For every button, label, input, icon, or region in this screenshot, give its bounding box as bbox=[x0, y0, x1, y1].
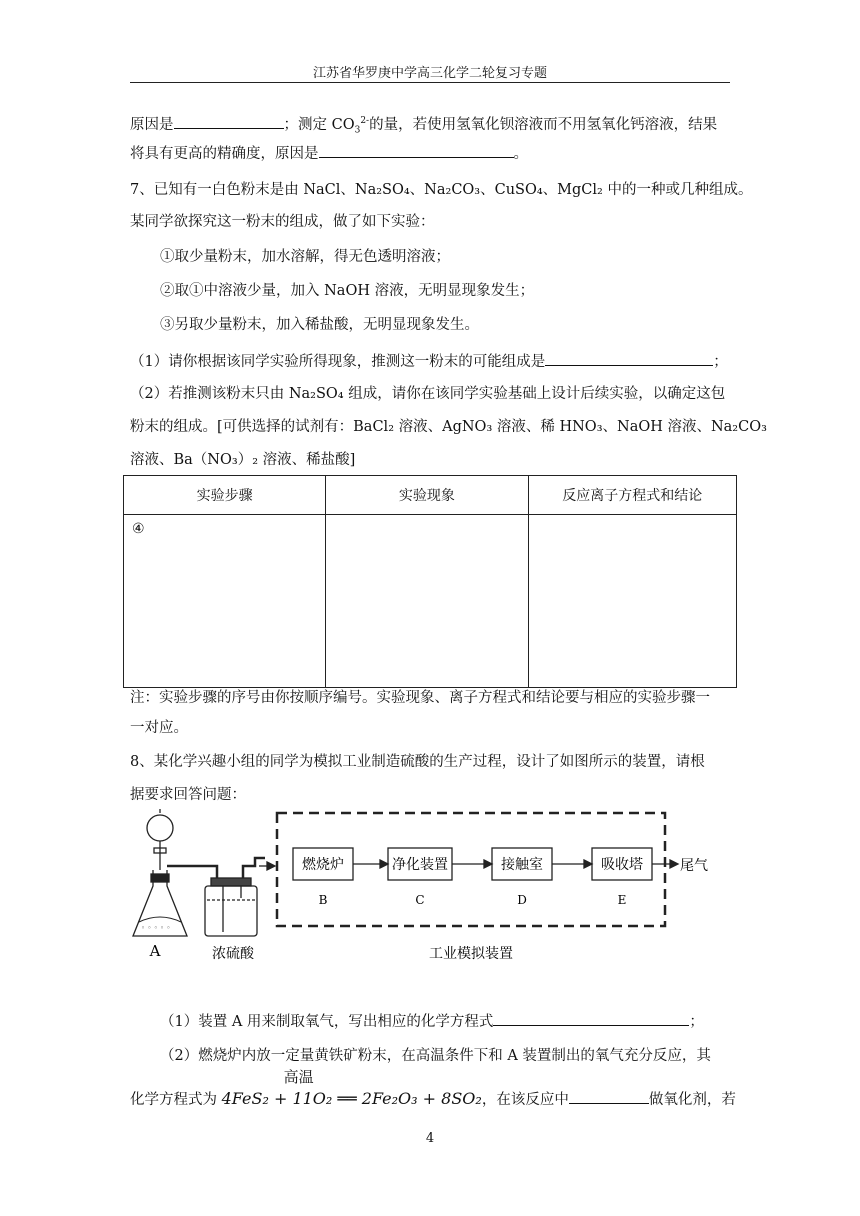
q7-step-1: ①取少量粉末，加水溶解，得无色透明溶液； bbox=[160, 249, 450, 265]
box-furnace: 燃烧炉 bbox=[302, 857, 344, 873]
q7-part-2-line-3: 溶液、Ba（NO₃）₂ 溶液、稀盐酸] bbox=[130, 452, 356, 468]
letter-e: E bbox=[617, 893, 627, 907]
text: 将具有更高的精确度，原因是 bbox=[130, 146, 319, 162]
svg-text:◦ ◦ ◦ ◦ ◦: ◦ ◦ ◦ ◦ ◦ bbox=[141, 924, 171, 932]
text: ，在该反应中 bbox=[481, 1092, 569, 1108]
text: ； bbox=[689, 1014, 704, 1030]
q7-step-2: ②取①中溶液少量，加入 NaOH 溶液，无明显现象发生； bbox=[160, 283, 535, 299]
connecting-tube bbox=[167, 866, 217, 880]
text: ；测定 CO bbox=[283, 116, 355, 133]
text: 。 bbox=[513, 146, 528, 162]
q7-step-3: ③另取少量粉末，加入稀盐酸，无明显现象发生。 bbox=[160, 317, 479, 333]
q7-note-1: 注：实验步骤的序号由你按顺序编号。实验现象、离子方程式和结论要与相应的实验步骤一 bbox=[130, 690, 710, 706]
answer-blank[interactable] bbox=[493, 1011, 689, 1026]
equation-text: 4FeS₂ + 11O₂ ══ 2Fe₂O₃ + 8SO₂ bbox=[221, 1089, 482, 1108]
answer-blank[interactable] bbox=[545, 351, 713, 366]
conical-flask-icon bbox=[133, 870, 187, 936]
module-caption: 工业模拟装置 bbox=[429, 946, 513, 962]
text: 的量，若使用氢氧化钡溶液而不用氢氧化钙溶液，结果 bbox=[369, 116, 718, 133]
table-cell-equations[interactable] bbox=[528, 515, 736, 688]
chemical-equation bbox=[221, 1068, 482, 1113]
q8-part-2: （2）燃烧炉内放一定量黄铁矿粉末，在高温条件下和 A 装置制出的氧气充分反应，其 bbox=[160, 1048, 711, 1064]
label-conc-sulfuric-acid: 浓硫酸 bbox=[212, 946, 254, 962]
text: ； bbox=[713, 354, 728, 370]
experiment-table bbox=[123, 475, 737, 688]
letter-c: C bbox=[415, 893, 425, 907]
funnel-icon bbox=[147, 809, 173, 870]
table-cell-phenomena[interactable] bbox=[326, 515, 528, 688]
q8-equation-line bbox=[130, 1068, 736, 1112]
box-purifier: 净化装置 bbox=[392, 857, 448, 873]
table-header-steps: 实验步骤 bbox=[124, 476, 326, 515]
q7-part-2-line-2: 粉末的组成。[可供选择的试剂有：BaCl₂ 溶液、AgNO₃ 溶液、稀 HNO₃、NaOH 溶液、Na₂CO₃ bbox=[130, 419, 767, 435]
q7-intro-2: 某同学欲探究这一粉末的组成，做了如下实验： bbox=[130, 214, 435, 230]
reaction-condition: 高温 bbox=[283, 1068, 314, 1086]
q8-part-1 bbox=[160, 1011, 760, 1032]
answer-blank[interactable] bbox=[319, 143, 514, 158]
table-header-equations: 反应离子方程式和结论 bbox=[528, 476, 736, 515]
continuation-line-1: 原因是 ；测定 $CO_3^{2-}$的量，若使用氢氧化钡溶液而不用氢氧化钙溶液，结果 bbox=[130, 111, 730, 141]
q8-intro-2: 据要求回答问题： bbox=[130, 787, 246, 803]
label-a: A bbox=[149, 942, 161, 960]
q7-part-2-line-1: （2）若推测该粉末只由 Na₂SO₄ 组成，请你在该同学实验基础上设计后续实验，以确定这包 bbox=[130, 386, 726, 402]
letter-b: B bbox=[318, 893, 328, 907]
box-contact-chamber: 接触室 bbox=[501, 857, 543, 873]
q7-intro-1: 7、已知有一白色粉末是由 NaCl、Na₂SO₄、Na₂CO₃、CuSO₄、MgCl₂ 中的一种或几种组成。 bbox=[130, 182, 753, 198]
answer-blank[interactable] bbox=[569, 1089, 649, 1104]
tail-gas-label: 尾气 bbox=[680, 858, 708, 874]
apparatus-diagram bbox=[125, 808, 708, 968]
q7-part-1 bbox=[130, 351, 730, 372]
page-number: 4 bbox=[425, 1131, 435, 1146]
text: 化学方程式为 bbox=[130, 1092, 217, 1108]
page-header: 江苏省华罗庚中学高三化学二轮复习专题 bbox=[312, 66, 547, 81]
washing-bottle-icon bbox=[205, 878, 257, 936]
text: （1）装置 A 用来制取氧气，写出相应的化学方程式 bbox=[160, 1014, 494, 1030]
box-absorption-tower: 吸收塔 bbox=[601, 857, 643, 873]
text: （1）请你根据该同学实验所得现象，推测这一粉末的可能组成是 bbox=[130, 354, 546, 370]
q8-intro-1: 8、某化学兴趣小组的同学为模拟工业制造硫酸的生产过程，设计了如图所示的装置，请根 bbox=[130, 754, 705, 770]
continuation-line-2 bbox=[130, 143, 730, 164]
table-cell-steps[interactable]: ④ bbox=[124, 515, 326, 688]
letter-d: D bbox=[517, 893, 527, 907]
answer-blank[interactable] bbox=[174, 114, 284, 129]
text: 原因是 bbox=[130, 116, 174, 133]
header-rule bbox=[130, 82, 730, 83]
text: 做氧化剂，若 bbox=[648, 1092, 736, 1108]
table-header-phenomena: 实验现象 bbox=[326, 476, 528, 515]
q7-note-2: 一对应。 bbox=[130, 720, 188, 736]
